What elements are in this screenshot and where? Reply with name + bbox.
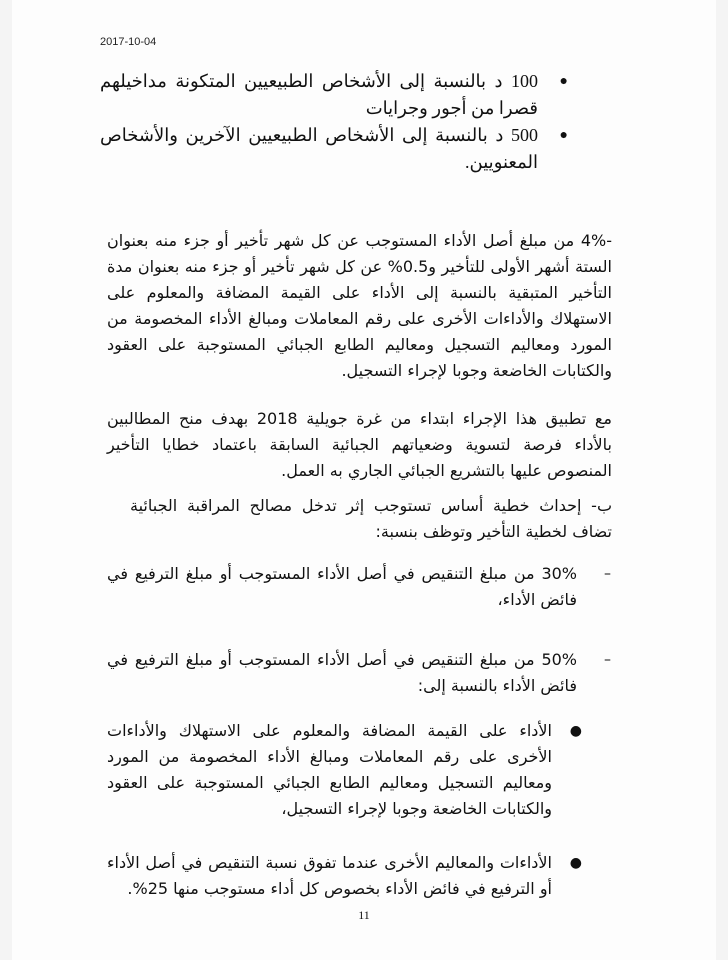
bullet-icon: ●	[569, 855, 582, 871]
bullet-icon: ●	[559, 74, 568, 89]
dash-list	[107, 561, 611, 699]
list-item-text: 100 د بالنسبة إلى الأشخاص الطبيعيين المتكونة مداخيلهم قصرا من أجور وجرايات	[100, 71, 538, 118]
list-item	[100, 68, 568, 122]
list-item	[107, 850, 582, 902]
paragraph-late-penalty: -4% من مبلغ أصل الأداء المستوجب عن كل شهر تأخير أو جزء منه بعنوان الستة أشهر الأولى للتأخير و0.5% عن كل شهر تأخير أو جزء منه بعنوان مدة التأخير المتبقية بالنسبة إلى الأداء على القيمة المضافة والمعلوم على الاستهلاك والأداءات الأخرى على رقم المعاملات ومبالغ الأداء المخصومة من المورد ومعاليم التسجيل ومعاليم الطابع الجبائي المستوجبة على العقود والكتابات الخاضعة وجوبا لإجراء التسجيل.	[107, 231, 613, 380]
list-item-text: 30% من مبلغ التنقيص في أصل الأداء المستوجب أو مبلغ الترفيع في فائض الأداء،	[107, 564, 577, 609]
bottom-bullet-list	[107, 718, 582, 902]
list-item-text: 500 د بالنسبة إلى الأشخاص الطبيعيين الآخرين والأشخاص المعنويين.	[100, 125, 538, 172]
document-page	[12, 0, 716, 960]
bullet-icon: ●	[569, 723, 582, 739]
list-item	[107, 718, 582, 822]
paragraph-application: مع تطبيق هذا الإجراء ابتداء من غرة جويلية 2018 بهدف منح المطالبين بالأداء فرصة لتسوية وضعياتهم الجبائية السابقة باعتماد خطايا التأخير المنصوص عليها بالتشريع الجبائي الجاري به العمل.	[107, 409, 613, 480]
section-b-heading: ب- إحداث خطية أساس تستوجب إثر تدخل مصالح المراقبة الجبائية تضاف لخطية التأخير وتوظف بنسبة:	[130, 496, 612, 541]
list-item	[107, 647, 611, 699]
top-bullet-list	[100, 68, 568, 176]
list-item	[100, 122, 568, 176]
list-item-text: الأداء على القيمة المضافة والمعلوم على الاستهلاك والأداءات الأخرى على رقم المعاملات ومبالغ الأداء المخصومة من المورد ومعاليم التسجيل ومعاليم الطابع الجبائي المستوجبة على العقود والكتابات الخاضعة وجوبا لإجراء التسجيل،	[107, 721, 552, 818]
dash-icon: –	[604, 566, 611, 582]
page-number: 11	[358, 908, 370, 922]
list-item-text: 50% من مبلغ التنقيص في أصل الأداء المستوجب أو مبلغ الترفيع في فائض الأداء بالنسبة إلى:	[107, 650, 577, 695]
bullet-icon: ●	[559, 128, 568, 143]
list-item-text: الأداءات والمعاليم الأخرى عندما تفوق نسبة التنقيص في أصل الأداء أو الترفيع في فائض الأداء بخصوص كل أداء مستوجب منها 25%.	[107, 853, 552, 898]
list-item	[107, 561, 611, 613]
document-date: 2017-10-04	[100, 36, 157, 48]
dash-icon: –	[604, 652, 611, 668]
